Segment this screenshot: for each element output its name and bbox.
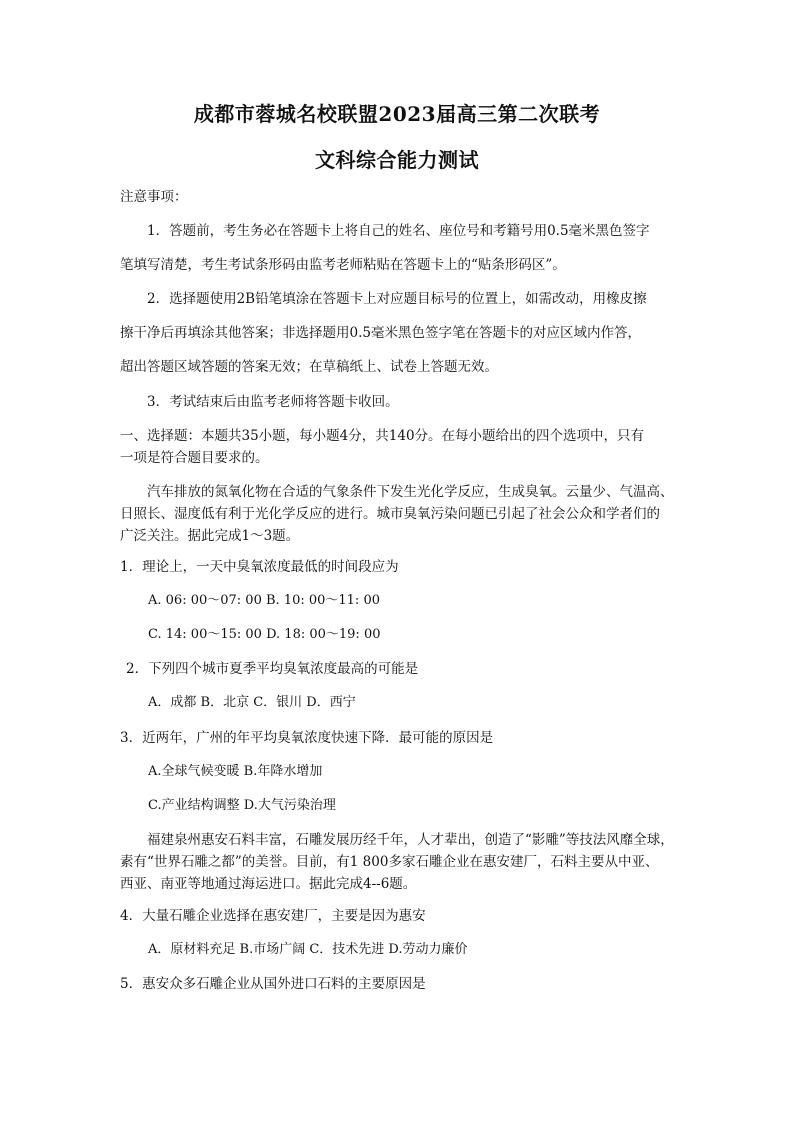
notice-line: 超出答题区域答题的答案无效；在草稿纸上、试卷上答题无效。 xyxy=(120,359,498,375)
question-stem: 2．下列四个城市夏季平均臭氧浓度最高的可能是 xyxy=(126,661,419,677)
question-stem: 4．大量石雕企业选择在惠安建厂，主要是因为惠安 xyxy=(120,908,426,924)
section-heading: 一项是符合题目要求的。 xyxy=(120,450,269,466)
passage-line: 福建泉州惠安石料丰富，石雕发展历经千年，人才辈出，创造了“影雕”等技法风靡全球， xyxy=(147,832,674,848)
section-heading: 一、选择题：本题共35小题，每小题4分，共140分。在每小题给出的四个选项中，只有 xyxy=(120,428,645,444)
question-options: A．成都 B．北京 C．银川 D．西宁 xyxy=(148,695,356,710)
passage-line: 日照长、湿度低有利于光化学反应的进行。城市臭氧污染问题已引起了社会公众和学者们的 xyxy=(120,506,660,522)
passage-line: 西亚、南亚等地通过海运进口。据此完成4--6题。 xyxy=(120,876,417,892)
question-stem: 1．理论上，一天中臭氧浓度最低的时间段应为 xyxy=(120,559,399,575)
passage-line: 素有“世界石雕之都”的美誉。目前，有1 800多家石雕企业在惠安建厂，石料主要从中亚、 xyxy=(120,854,659,870)
question-options: A．原材料充足 B.市场广阔 C．技术先进 D.劳动力廉价 xyxy=(148,942,468,957)
question-options: C. 14: 00～15: 00 D. 18: 00～19: 00 xyxy=(148,627,381,642)
question-options: A. 06: 00～07: 00 B. 10: 00～11: 00 xyxy=(148,593,380,608)
notice-line: 2．选择题使用2B铅笔填涂在答题卡上对应题目标号的位置上，如需改动，用橡皮擦 xyxy=(147,291,647,307)
question-stem: 3．近两年，广州的年平均臭氧浓度快速下降．最可能的原因是 xyxy=(120,730,494,746)
passage-line: 汽车排放的氮氧化物在合适的气象条件下发生光化学反应，生成臭氧。云量少、气温高、 xyxy=(147,484,674,500)
notice-heading: 注意事项： xyxy=(120,189,188,205)
passage-line: 广泛关注。据此完成1～3题。 xyxy=(120,528,300,544)
notice-line: 笔填写清楚，考生考试条形码由监考老师粘贴在答题卡上的“贴条形码区”。 xyxy=(120,257,566,273)
exam-title: 成都市蓉城名校联盟2023届高三第二次联考 xyxy=(193,102,601,126)
notice-line: 擦干净后再填涂其他答案；非选择题用0.5毫米黑色签字笔在答题卡的对应区域内作答， xyxy=(120,325,641,341)
question-options: A.全球气候变暖 B.年降水增加 xyxy=(148,764,323,779)
notice-line: 3．考试结束后由监考老师将答题卡收回。 xyxy=(147,394,399,410)
notice-line: 1．答题前，考生务必在答题卡上将自己的姓名、座位号和考籍号用0.5毫米黑色签字 xyxy=(147,223,650,239)
question-options: C.产业结构调整 D.大气污染治理 xyxy=(148,798,336,813)
exam-subtitle: 文科综合能力测试 xyxy=(315,148,479,172)
question-stem: 5．惠安众多石雕企业从国外进口石料的主要原因是 xyxy=(120,976,426,992)
